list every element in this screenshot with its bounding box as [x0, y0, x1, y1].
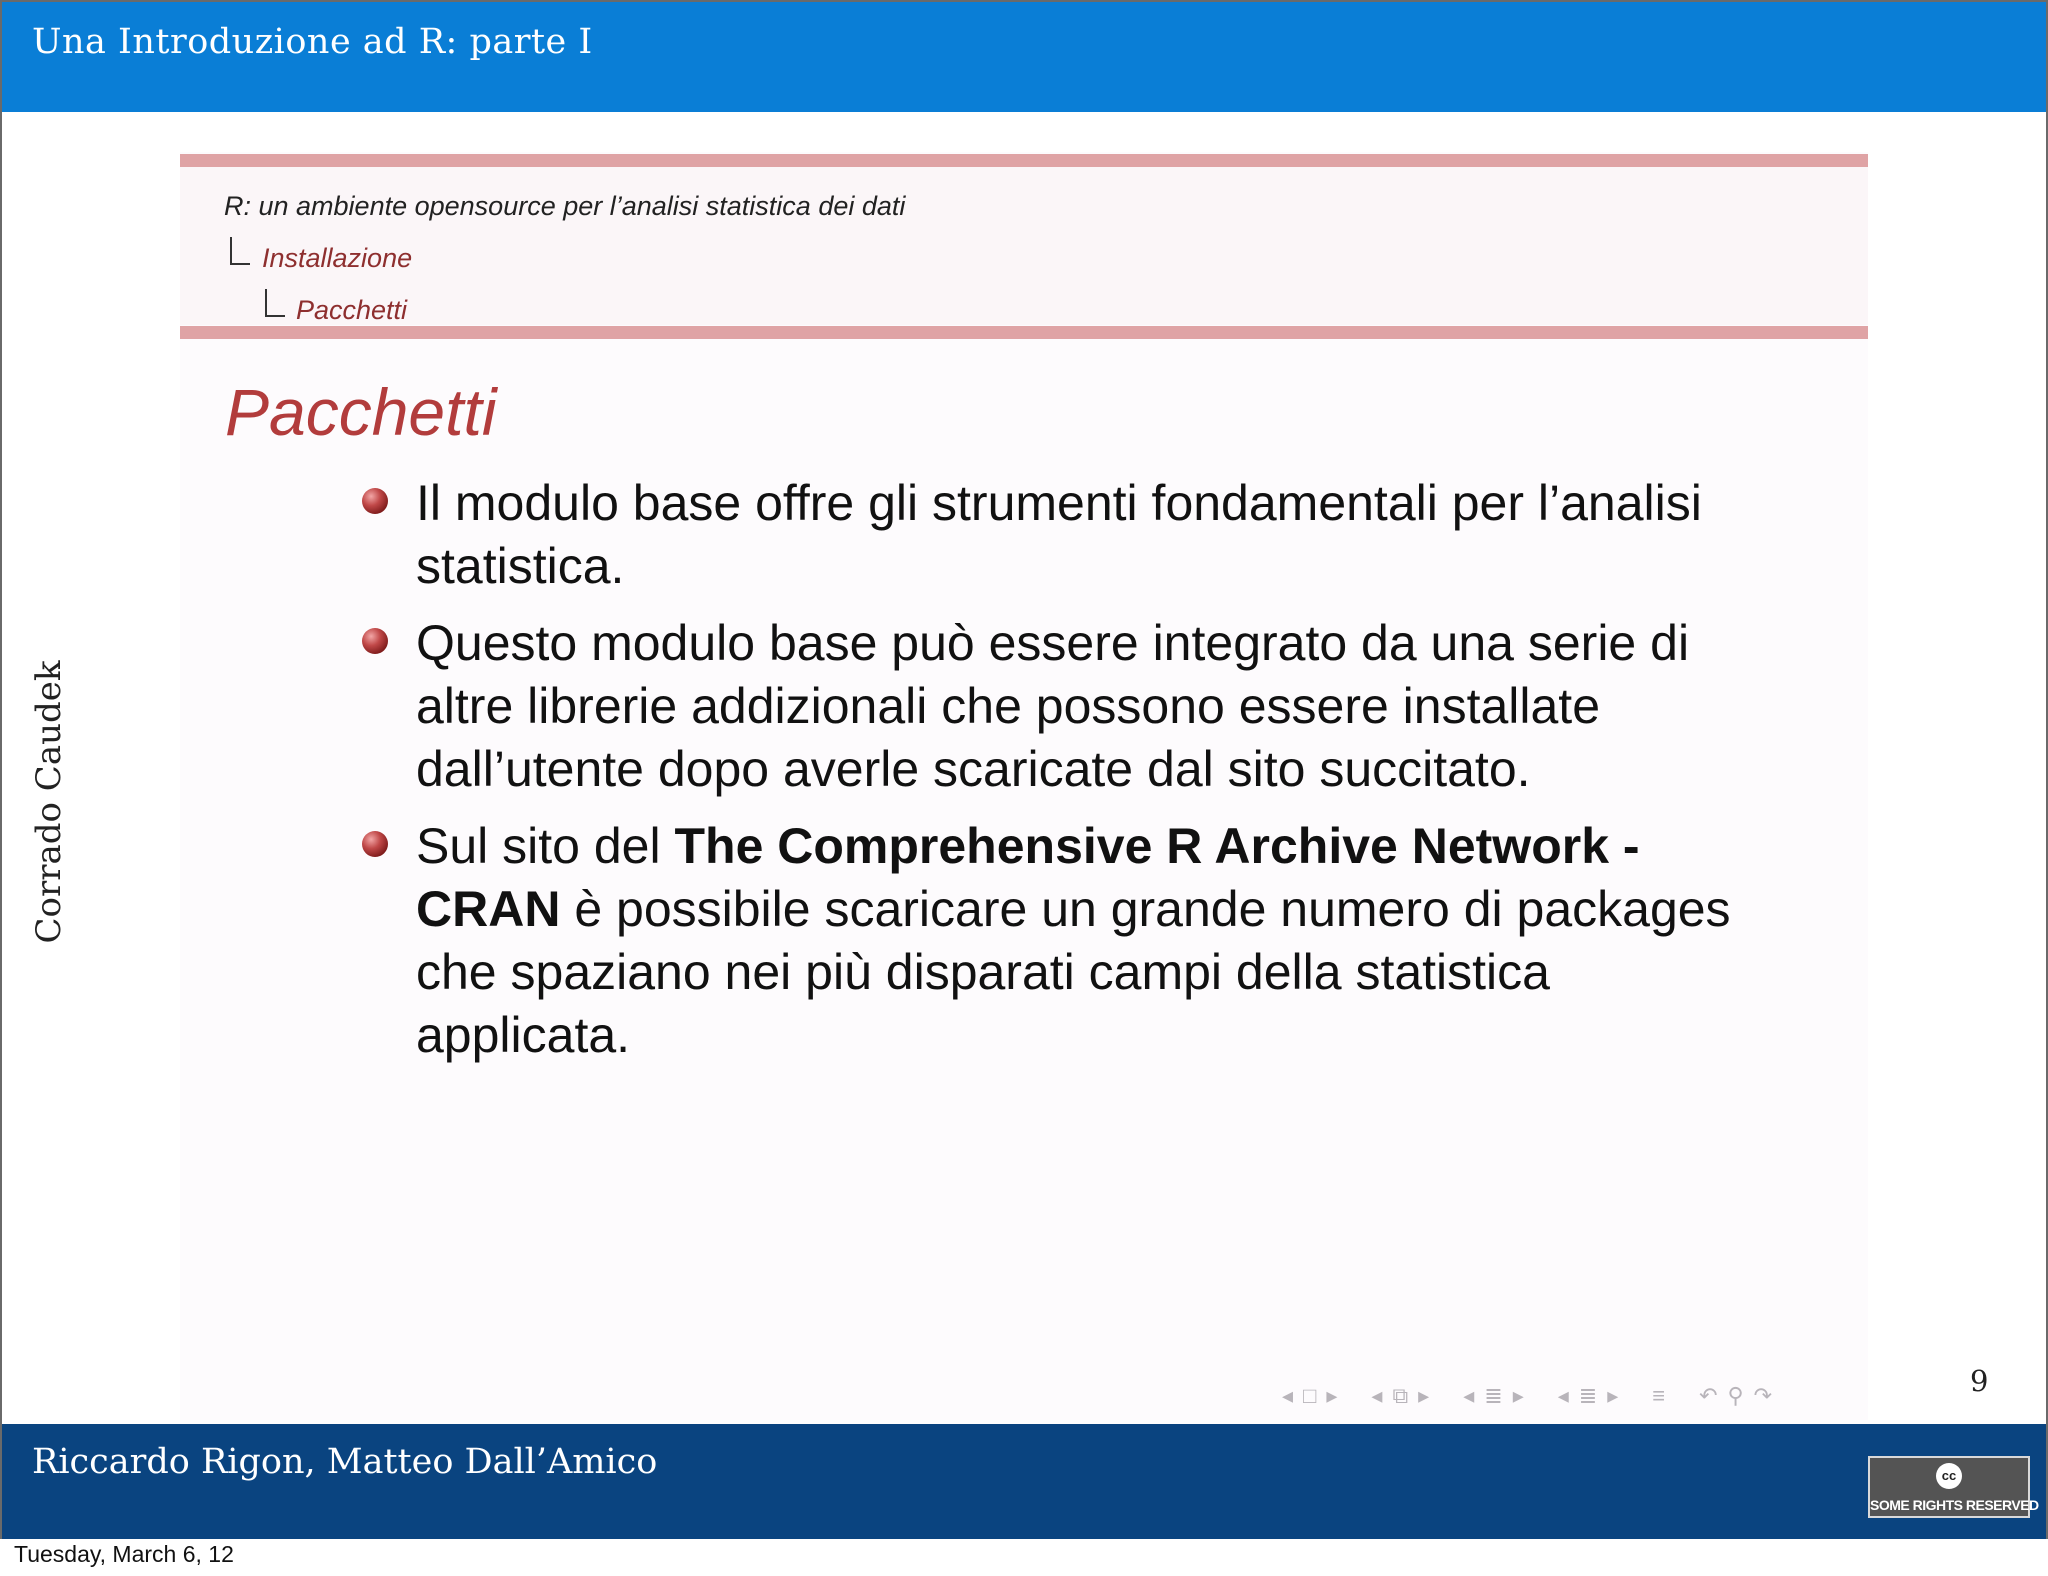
nav-forward-icon[interactable]: ↷ — [1753, 1383, 1773, 1408]
nav-section-icon[interactable]: ≣ — [1484, 1383, 1503, 1408]
bullet-ball-icon — [362, 488, 388, 514]
bullet-list — [362, 472, 1742, 1081]
nav-left-arrow-icon[interactable]: ◂ — [1463, 1383, 1475, 1408]
list-item — [362, 472, 1742, 598]
bullet-text: Questo modulo base può essere integrato da una serie di altre librerie addizionali che possono essere installate dall’utente dopo averle scaricate dal sito succitato. — [416, 615, 1690, 797]
bullet-ball-icon — [362, 628, 388, 654]
nav-right-arrow-icon[interactable]: ▸ — [1512, 1383, 1524, 1408]
bullet-text-pre: Sul sito del — [416, 818, 675, 874]
breadcrumb-section[interactable]: R: un ambiente opensource per l’analisi statistica dei dati — [224, 191, 906, 221]
cc-logo-icon: cc — [1936, 1463, 1962, 1489]
list-item — [362, 815, 1742, 1067]
breadcrumb — [180, 167, 1868, 325]
sidebar-author: Corrado Caudek — [29, 660, 69, 944]
nav-right-arrow-icon[interactable]: ▸ — [1607, 1383, 1619, 1408]
nav-left-arrow-icon[interactable]: ◂ — [1282, 1383, 1294, 1408]
list-item — [362, 612, 1742, 801]
nav-right-arrow-icon[interactable]: ▸ — [1418, 1383, 1430, 1408]
cran-acronym: CRAN — [416, 881, 561, 937]
nav-right-arrow-icon[interactable]: ▸ — [1326, 1383, 1338, 1408]
page-number: 9 — [1970, 1364, 1989, 1398]
print-timestamp: Tuesday, March 6, 12 — [14, 1541, 234, 1567]
cc-license-badge[interactable] — [1868, 1456, 2039, 1518]
beamer-navigation — [1282, 1382, 1772, 1410]
breadcrumb-bottom-rule — [180, 326, 1868, 339]
slide-title: Pacchetti — [225, 375, 497, 449]
bullet-text-post: è possibile scaricare un grande numero di packages che spaziano nei più disparati campi della statistica applicata. — [416, 881, 1731, 1063]
tree-connector — [265, 289, 285, 317]
nav-appendix-icon[interactable]: ≡ — [1652, 1383, 1666, 1408]
bullet-text — [416, 815, 1742, 1067]
slide-content — [180, 152, 1868, 1420]
bullet-ball-icon — [362, 831, 388, 857]
footer-authors: Riccardo Rigon, Matteo Dall’Amico — [32, 1442, 658, 1482]
cran-full-name: The Comprehensive R Archive Network - — [674, 818, 1640, 874]
nav-left-arrow-icon[interactable]: ◂ — [1557, 1383, 1569, 1408]
presentation-title: Una Introduzione ad R: parte I — [32, 22, 593, 62]
nav-subsection-icon[interactable]: ⧉ — [1392, 1383, 1409, 1408]
license-text: SOME RIGHTS RESERVED — [1870, 1497, 2039, 1513]
tree-connector — [230, 237, 250, 265]
breadcrumb-subsubsection[interactable]: Pacchetti — [296, 295, 408, 325]
nav-left-arrow-icon[interactable]: ◂ — [1371, 1383, 1383, 1408]
breadcrumb-subsection[interactable]: Installazione — [262, 243, 413, 273]
nav-search-icon[interactable]: ⚲ — [1727, 1383, 1744, 1408]
nav-back-icon[interactable]: ↶ — [1699, 1383, 1718, 1408]
nav-document-icon[interactable]: ≣ — [1578, 1383, 1598, 1408]
breadcrumb-top-rule — [180, 154, 1868, 167]
bullet-text: Il modulo base offre gli strumenti fondamentali per l’analisi statistica. — [416, 475, 1702, 594]
nav-frame-icon[interactable]: □ — [1303, 1383, 1317, 1408]
footer-bar — [2, 1424, 2046, 1539]
header-bar — [2, 2, 2046, 112]
